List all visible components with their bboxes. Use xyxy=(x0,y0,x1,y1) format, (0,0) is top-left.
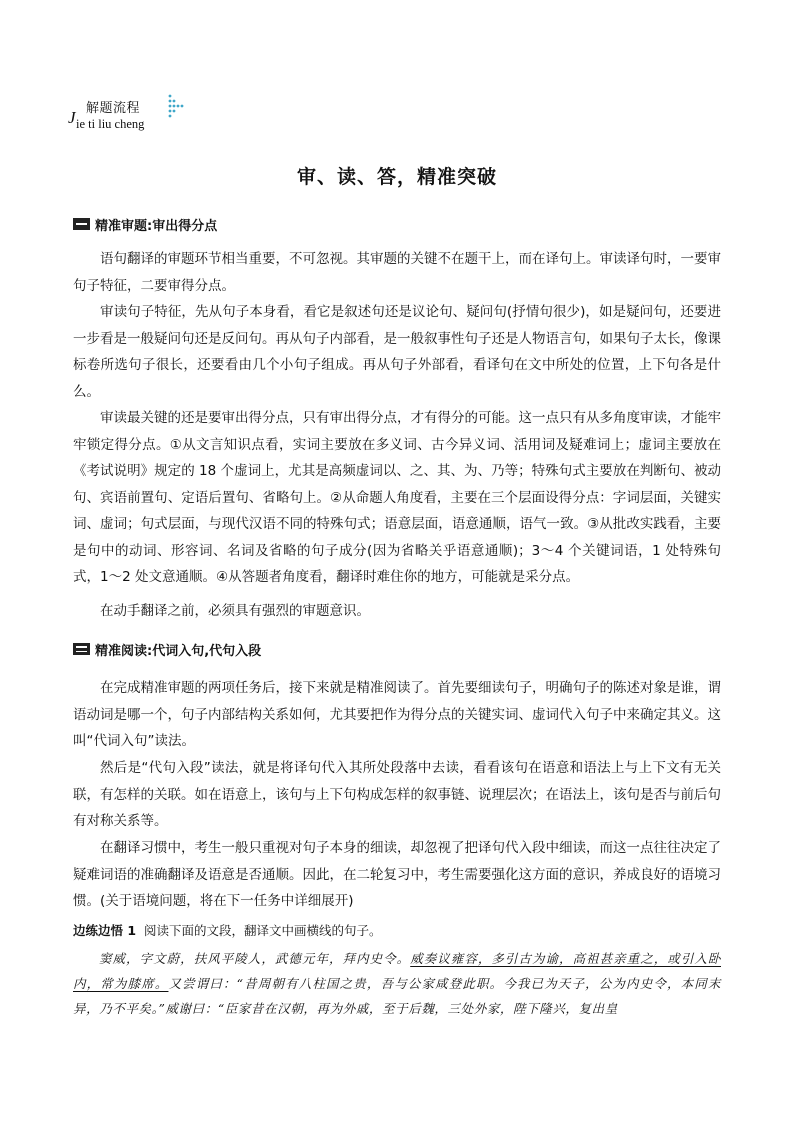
paragraph: 在动手翻译之前，必须具有强烈的审题意识。 xyxy=(100,603,370,619)
page-title: 审、读、答，精准突破 xyxy=(296,166,497,188)
exercise-prompt xyxy=(73,921,382,939)
passage-text: 窦威，字文蔚，扶风平陵人，武德元年，拜内史令。 xyxy=(99,951,411,966)
exercise-label: 边练边悟 1 xyxy=(73,923,137,938)
section-logo xyxy=(68,94,198,136)
logo-pinyin: ie ti liu cheng xyxy=(76,117,145,131)
section-heading-text: 精准审题:审出得分点 xyxy=(95,218,218,234)
underlined-sentence: 威奏议雍容，多引古为谕，高祖甚亲重之，或引入卧内，常为膝席。 xyxy=(73,951,721,991)
paragraph: 然后是“代句入段”读法，就是将译句代入其所处段落中去读，看看该句在语意和语法上与上下文有无关联，有怎样的关联。如在语意上，该句与上下句构成怎样的叙事链、说理层次；在语法上，该句是否与前后句有对称关系等。 xyxy=(73,760,721,829)
triangle-dots-icon xyxy=(168,94,186,122)
logo-initial: J xyxy=(68,108,76,127)
paragraph: 在翻译习惯中，考生一般只重视对句子本身的细读，却忽视了把译句代入段中细读，而这一点往往决定了疑难词语的准确翻译及语意是否通顺。因此，在二轮复习中，考生需要强化这方面的意识，养成良好的语境习惯。(关于语境问题，将在下一任务中详细展开) xyxy=(73,840,721,909)
section-heading-1 xyxy=(73,214,217,234)
section-heading-2 xyxy=(73,639,261,659)
section-heading-text: 精准阅读:代词入句,代句入段 xyxy=(95,643,262,659)
paragraph: 审读句子特征，先从句子本身看，看它是叙述句还是议论句、疑问句(抒情句很少)，如是疑问句，还要进一步看是一般疑问句还是反问句。再从句子内部看，是一般叙事性句子还是人物语言句，如果句子太长，像课标卷所选句子很长，还要看由几个小句子组成。再从句子外部看，看译句在文中所处的位置，上下句各是什么。 xyxy=(73,304,721,400)
passage-text: 又尝谓曰：“昔周朝有八柱国之贵，吾与公家咸登此职。今我已为天子，公为内史令，本同末异，乃不平矣。”威谢曰：“臣家昔在汉朝，再为外戚，至于后魏，三处外家，陛下隆兴，复出皇 xyxy=(73,976,721,1016)
paragraph: 审读最关键的还是要审出得分点，只有审出得分点，才有得分的可能。这一点只有从多角度审读，才能牢牢锁定得分点。①从文言知识点看，实词主要放在多义词、古今异义词、活用词及疑难词上；虚词主要放在《考试说明》规定的 18 个虚词上，尤其是高频虚词以、之、其、为、乃等；特殊句式主要放在判断句、被动句、宾语前置句、定语后置句、省略句上。②从命题人角度看，主要在三个层面设得分点：字词层面，关键实词、虚词；句式层面，与现代汉语不同的特殊句式；语意层面，语意通顺，语气一致。③从批改实践看，主要是句中的动词、形容词、名词及省略的句子成分(因为省略关乎语意通顺)；3～4 个关键词语，1 处特殊句式，1～2 处文意通顺。④从答题者角度看，翻译时难住你的地方，可能就是采分点。 xyxy=(73,410,721,585)
exercise-instruction: 阅读下面的文段，翻译文中画横线的句子。 xyxy=(144,923,382,938)
classical-passage xyxy=(73,946,721,1021)
paragraph: 语句翻译的审题环节相当重要，不可忽视。其审题的关键不在题干上，而在译句上。审读译句时，一要审句子特征，二要审得分点。 xyxy=(73,251,721,294)
section-index-box xyxy=(73,643,90,655)
section-index-box xyxy=(73,218,90,230)
paragraph: 在完成精准审题的两项任务后，接下来就是精准阅读了。首先要细读句子，明确句子的陈述对象是谁，谓语动词是哪一个，句子内部结构关系如何，尤其要把作为得分点的关键实词、虚词代入句子中来确定其义。这叫“代词入句”读法。 xyxy=(73,680,721,749)
logo-chinese-label: 解题流程 xyxy=(86,101,141,116)
